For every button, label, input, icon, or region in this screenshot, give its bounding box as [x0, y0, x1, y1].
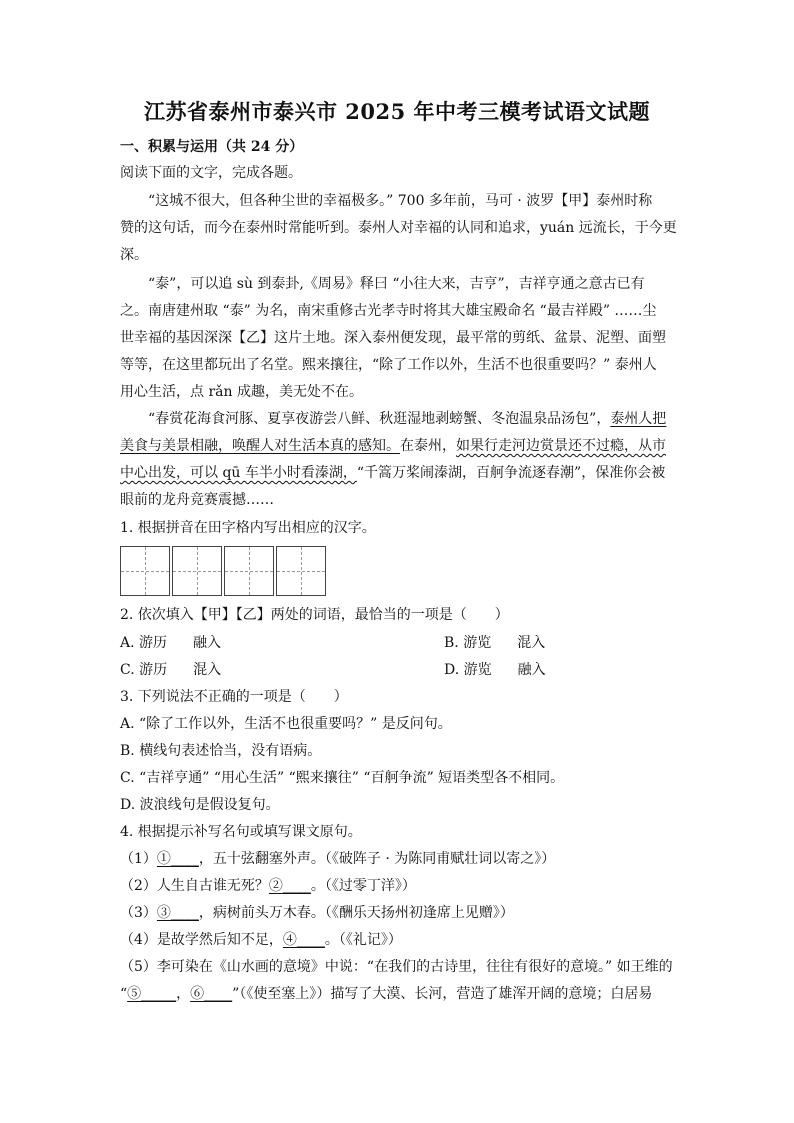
paragraph-3-text: “春赏花海食河豚、夏享夜游尝八鲜、秋逛湿地剥螃蟹、冬泡温泉品汤包”， [148, 411, 611, 427]
tianzige-cell[interactable] [276, 546, 326, 596]
wavy-underlined-sentence: 中心出发，可以 qū 车半小时看溱湖， [120, 465, 357, 481]
answer-blank-2[interactable]: ②____ [268, 878, 311, 894]
option-c [120, 661, 221, 679]
option-a-word: 融入 [193, 635, 222, 651]
paragraph-3-text: “千篙万桨闹溱湖，百舸争流逐春潮”，保准你会被 [356, 465, 666, 481]
paragraph-1-line-1: “这城不很大，但各种尘世的幸福极多。” 700 多年前，马可 · 波罗【甲】泰州时称 [148, 193, 653, 209]
reading-instruction: 阅读下面的文字，完成各题。 [120, 165, 302, 181]
q4-item-text: 。（《过零丁洋》） [310, 878, 416, 894]
q3-option-d: D. 波浪线句是假设复句。 [120, 797, 280, 813]
q4-item-5-line-2 [120, 985, 652, 1003]
option-a [120, 634, 221, 652]
tianzige-cell[interactable] [224, 546, 274, 596]
paragraph-2-line-3: 世幸福的基因深深【乙】这片土地。深入泰州便发现，最平常的剪纸、盆景、泥塑、面塑 [120, 330, 666, 346]
page-title: 江苏省泰州市泰兴市 2025 年中考三模考试语文试题 [143, 99, 651, 124]
tianzige-grid [120, 546, 328, 596]
option-d [444, 661, 546, 679]
q4-item-5-line-1: （5）李可染在《山水画的意境》中说：“在我们的古诗里，往往有很好的意境。” 如王维的 [120, 959, 673, 975]
paragraph-3-line-3 [120, 464, 665, 482]
paragraph-3-line-2 [120, 437, 666, 455]
comma: ， [176, 986, 191, 1002]
paragraph-2-line-5: 用心生活，点 rǎn 成趣，美无处不在。 [120, 384, 363, 400]
option-b-label: B. 游览 [444, 635, 492, 651]
question-4: 4. 根据提示补写名句或填写课文原句。 [120, 824, 362, 840]
underlined-sentence: 泰州人把 [610, 411, 667, 427]
q3-option-a: A. “除了工作以外，生活不也很重要吗？” 是反问句。 [120, 716, 452, 732]
q4-item-text: ，五十弦翻塞外声。（《破阵子 · 为陈同甫赋壮词以寄之》） [198, 851, 556, 867]
option-c-label: C. 游历 [120, 662, 168, 678]
q4-item-1 [120, 850, 555, 868]
q4-item-text: 。（《礼记》） [324, 932, 402, 948]
option-a-label: A. 游历 [120, 635, 168, 651]
section-heading: 一、积累与运用（共 24 分） [120, 139, 304, 155]
quote-mark: “ [120, 986, 128, 1002]
answer-blank-4[interactable]: ④____ [282, 932, 325, 948]
paragraph-2-line-1: “泰”，可以追 sù 到泰卦,《周易》释曰 “小往大来，吉亨”，吉祥亨通之意古已有 [148, 276, 645, 292]
question-3: 3. 下列说法不正确的一项是（ ） [120, 689, 348, 705]
q4-item-number: （1） [120, 851, 157, 867]
paragraph-1-line-3: 深。 [120, 247, 148, 263]
answer-blank-3[interactable]: ③____ [156, 905, 199, 921]
underlined-sentence: 美食与美景相融，唤醒人对生活本真的感知。 [120, 438, 400, 454]
q4-item-text: ”（《使至塞上》）描写了大漠、长河，营造了雄浑开阔的意境；白居易 [232, 986, 653, 1002]
tianzige-cell[interactable] [172, 546, 222, 596]
q4-item-4 [120, 931, 402, 949]
q4-item-3 [120, 904, 514, 922]
paragraph-3-line-4: 眼前的龙舟竞赛震撼…… [120, 492, 274, 508]
option-d-label: D. 游览 [444, 662, 492, 678]
option-c-word: 混入 [193, 662, 222, 678]
q3-option-c: C. “吉祥亨通” “用心生活” “熙来攘往” “百舸争流” 短语类型各不相同。 [120, 770, 565, 786]
paragraph-2-line-4: 等等，在这里都玩出了名堂。熙来攘往，“除了工作以外，生活不也很重要吗？” 泰州人 [120, 357, 657, 373]
q3-option-b: B. 横线句表述恰当，没有语病。 [120, 743, 322, 759]
answer-blank-5[interactable]: ⑤_____ [127, 986, 177, 1002]
q4-item-text: （2）人生自古谁无死？ [120, 878, 269, 894]
question-2: 2. 依次填入【甲】【乙】两处的词语，最恰当的一项是（ ） [120, 607, 509, 623]
q4-item-text: （4）是故学然后知不足， [120, 932, 283, 948]
paragraph-1-line-2: 赞的这句话，而今在泰州时常能听到。泰州人对幸福的认同和追求，yuán 远流长，于今更 [120, 220, 677, 236]
q4-item-2 [120, 877, 416, 895]
paragraph-3-line-1 [148, 410, 666, 428]
option-b [444, 634, 545, 652]
wavy-underlined-sentence: 如果行走河边赏景还不过瘾，从市 [456, 438, 666, 454]
paragraph-3-text: 在泰州， [400, 438, 456, 454]
tianzige-cell[interactable] [120, 546, 170, 596]
answer-blank-1[interactable]: ①____ [156, 851, 199, 867]
option-b-word: 混入 [517, 635, 546, 651]
question-1: 1. 根据拼音在田字格内写出相应的汉字。 [120, 520, 376, 536]
q4-item-number: （3） [120, 905, 157, 921]
option-d-word: 融入 [517, 662, 546, 678]
paragraph-2-line-2: 之。南唐建州取 “泰” 为名，南宋重修古光孝寺时将其大雄宝殿命名 “最吉祥殿” ……尘 [120, 303, 657, 319]
answer-blank-6[interactable]: ⑥____ [190, 986, 233, 1002]
q4-item-text: ，病树前头万木春。（《酬乐天扬州初逢席上见赠》） [198, 905, 514, 921]
